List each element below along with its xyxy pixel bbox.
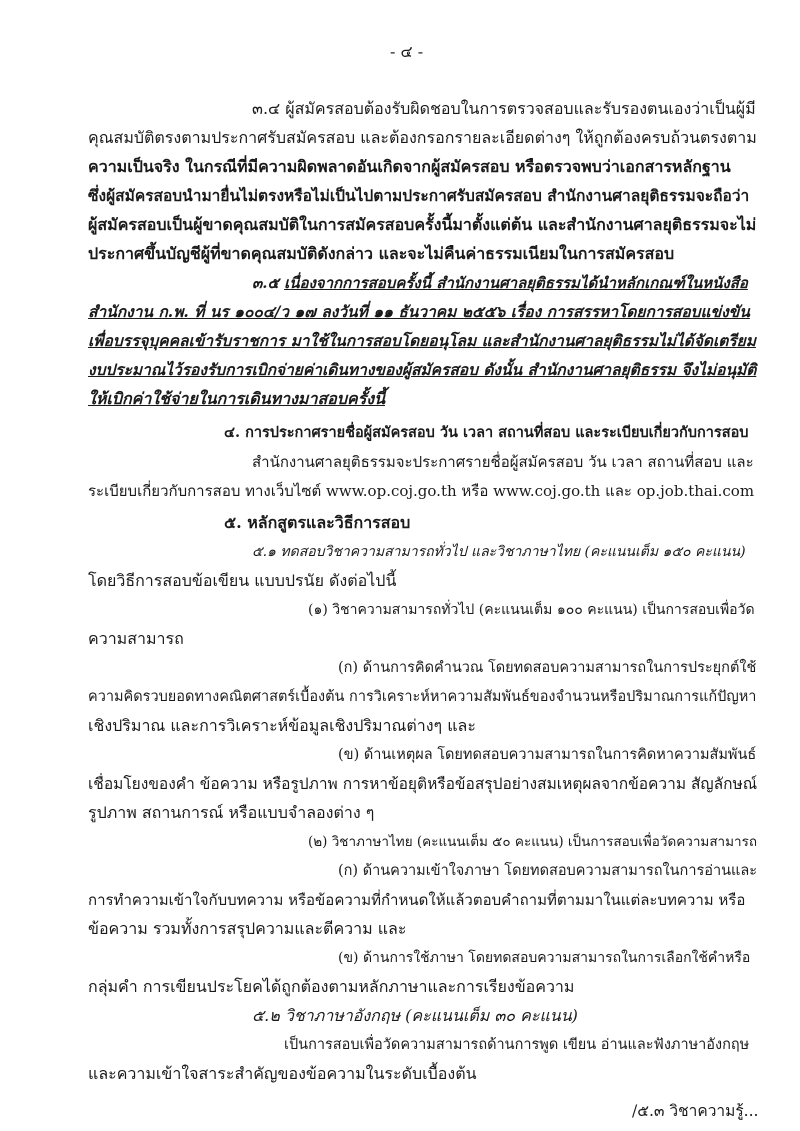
sec4-heading: ๔. การประกาศรายชื่อผู้สมัครสอบ วัน เวลา สถานที่สอบ และระเบียบเกี่ยวกับการสอบ xyxy=(224,424,749,441)
page-number: - ๔ - xyxy=(390,42,424,61)
comprehension-line-2: การทำความเข้าใจกับบทความ หรือข้อความที่กำหนดให้แล้วตอบคำถามที่ตามมาในแต่ละบทความ หรือ xyxy=(88,891,746,909)
reasoning-line-3: รูปภาพ สถานการณ์ หรือแบบจำลองต่าง ๆ xyxy=(88,803,375,822)
sec52-line-1: เป็นการสอบเพื่อวัดความสามารถด้านการพูด เขียน อ่านและฟังภาษาอังกฤษ xyxy=(284,1037,750,1053)
sec35-line-1 xyxy=(252,272,748,294)
general-ability-line-2: ความสามารถ xyxy=(88,629,184,648)
sec52-title: ๕.๒ วิชาภาษาอังกฤษ (คะแนนเต็ม ๓๐ คะแนน) xyxy=(252,1006,578,1025)
thai-language-line-1: (๒) วิชาภาษาไทย (คะแนนเต็ม ๕๐ คะแนน) เป็นการสอบเพื่อวัดความสามารถ xyxy=(308,834,758,850)
sec34-line-6: ประกาศขึ้นบัญชีผู้ที่ขาดคุณสมบัติดังกล่าว และจะไม่คืนค่าธรรมเนียมในการสมัครสอบ xyxy=(88,244,675,263)
sec35-line-4: งบประมาณไว้รองรับการเบิกจ่ายค่าเดินทางของผู้สมัครสอบ ดังนั้น สำนักงานศาลยุติธรรม จึงไม่อนุมัติ xyxy=(88,360,757,379)
usage-line-1: (ข) ด้านการใช้ภาษา โดยทดสอบความสามารถในการเลือกใช้คำหรือ xyxy=(338,950,751,966)
sec4-line-1: สำนักงานศาลยุติธรรมจะประกาศรายชื่อผู้สมัครสอบ วัน เวลา สถานที่สอบ และ xyxy=(252,453,754,471)
general-ability-line-1: (๑) วิชาความสามารถทั่วไป (คะแนนเต็ม ๑๐๐ คะแนน) เป็นการสอบเพื่อวัด xyxy=(308,602,755,618)
sec35-line-3: เพื่อบรรจุบุคคลเข้ารับราชการ มาใช้ในการสอบโดยอนุโลม และสำนักงานศาลยุติธรรมไม่ได้จัดเตรียม xyxy=(88,331,756,350)
sec52-line-2: และความเข้าใจสาระสำคัญของข้อความในระดับเบื้องต้น xyxy=(88,1064,477,1083)
comprehension-line-1: (ก) ด้านความเข้าใจภาษา โดยทดสอบความสามารถในการอ่านและ xyxy=(338,863,758,879)
sec34-line-2: คุณสมบัติตรงตามประกาศรับสมัครสอบ และต้องกรอกรายละเอียดต่างๆ ให้ถูกต้องครบถ้วนตรงตาม xyxy=(88,128,757,147)
sec34-line-4: ซึ่งผู้สมัครสอบนำมายื่นไม่ตรงหรือไม่เป็นไปตามประกาศรับสมัครสอบ สำนักงานศาลยุติธรรมจะถือว่า xyxy=(88,186,750,205)
reasoning-line-1: (ข) ด้านเหตุผล โดยทดสอบความสามารถในการคิดหาความสัมพันธ์ xyxy=(338,747,757,763)
sec34-line-1: ๓.๔ ผู้สมัครสอบต้องรับผิดชอบในการตรวจสอบและรับรองตนเองว่าเป็นผู้มี xyxy=(252,99,756,118)
reasoning-line-2: เชื่อมโยงของคำ ข้อความ หรือรูปภาพ การหาข้อยุติหรือข้อสรุปอย่างสมเหตุผลจากข้อความ สัญลักษณ์ xyxy=(88,775,758,793)
sec51-title: ๕.๑ ทดสอบวิชาความสามารถทั่วไป และวิชาภาษาไทย (คะแนนเต็ม ๑๕๐ คะแนน) xyxy=(252,544,746,560)
continuation-note: /๕.๓ วิชาความรู้... xyxy=(632,1102,759,1120)
calculation-line-2: ความคิดรวบยอดทางคณิตศาสตร์เบื้องต้น การวิเคราะห์หาความสัมพันธ์ของจำนวนหรือปริมาณการแก้ปัญหา xyxy=(88,689,757,705)
sec4-line-2: ระเบียบเกี่ยวกับการสอบ ทางเว็บไซต์ www.op.coj.go.th หรือ www.coj.go.th และ op.job.thai.com xyxy=(88,482,755,500)
calculation-line-3: เชิงปริมาณ และการวิเคราะห์ข้อมูลเชิงปริมาณต่างๆ และ xyxy=(88,716,476,735)
sec35-number: ๓.๕ xyxy=(252,274,285,292)
sec51-intro: โดยวิธีการสอบข้อเขียน แบบปรนัย ดังต่อไปนี้ xyxy=(88,571,397,590)
usage-line-2: กลุ่มคำ การเขียนประโยคได้ถูกต้องตามหลักภาษาและการเรียงข้อความ xyxy=(88,977,575,996)
sec34-line-3: ความเป็นจริง ในกรณีที่มีความผิดพลาดอันเกิดจากผู้สมัครสอบ หรือตรวจพบว่าเอกสารหลักฐาน xyxy=(88,157,731,176)
sec35-text-1: เนื่องจากการสอบครั้งนี้ สำนักงานศาลยุติธรรมได้นำหลักเกณฑ์ในหนังสือ xyxy=(284,274,748,292)
sec5-heading: ๕. หลักสูตรและวิธีการสอบ xyxy=(224,513,411,532)
calculation-line-1: (ก) ด้านการคิดคำนวณ โดยทดสอบความสามารถในการประยุกต์ใช้ xyxy=(338,660,757,676)
sec35-line-5: ให้เบิกค่าใช้จ่ายในการเดินทางมาสอบครั้งนี้ xyxy=(88,389,386,408)
sec34-line-5: ผู้สมัครสอบเป็นผู้ขาดคุณสมบัติในการสมัครสอบครั้งนี้มาตั้งแต่ต้น และสำนักงานศาลยุติธรรมจะไม่ xyxy=(88,215,757,234)
comprehension-line-3: ข้อความ รวมทั้งการสรุปความและตีความ และ xyxy=(88,919,407,938)
sec35-line-2: สำนักงาน ก.พ. ที่ นร ๑๐๐๔/ว ๑๗ ลงวันที่ ๑๑ ธันวาคม ๒๕๕๖ เรื่อง การสรรหาโดยการสอบแข่งขัน xyxy=(88,302,750,321)
